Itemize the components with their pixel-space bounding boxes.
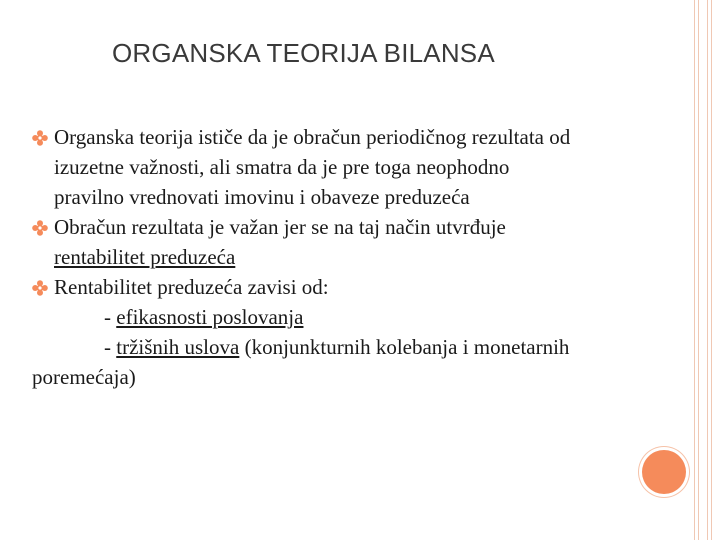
- bullet-line: Obračun rezultata je važan jer se na taj način utvrđuje: [54, 215, 506, 239]
- bullet-line: pravilno vrednovati imovinu i obaveze preduzeća: [54, 185, 470, 209]
- bullet-line: Rentabilitet preduzeća zavisi od:: [54, 275, 329, 299]
- decorative-line: [694, 0, 695, 540]
- sub-item-prefix: -: [104, 335, 117, 359]
- bullet-line: Organska teorija ističe da je obračun periodičnog rezultata od: [54, 125, 571, 149]
- star-flower-icon: [32, 220, 48, 236]
- continuation-line: poremećaja): [32, 365, 136, 389]
- underlined-term: efikasnosti poslovanja: [116, 305, 304, 329]
- underlined-term: tržišnih uslova: [116, 335, 240, 359]
- star-flower-icon: [32, 130, 48, 146]
- decorative-circle: [642, 450, 686, 494]
- bullet-item: [32, 212, 662, 272]
- star-flower-icon: [32, 280, 48, 296]
- sub-item-text: (konjunkturnih kolebanja i monetarnih: [239, 335, 570, 359]
- decorative-line: [707, 0, 708, 540]
- underlined-term: rentabilitet preduzeća: [54, 245, 236, 269]
- sub-item: [32, 302, 662, 332]
- bullet-item: [32, 272, 662, 302]
- sub-item-prefix: -: [104, 305, 117, 329]
- bullet-item: [32, 122, 662, 212]
- slide-title: ORGANSKA TEORIJA BILANSA: [112, 38, 495, 68]
- slide-content: [32, 122, 662, 392]
- sub-item: [32, 332, 662, 362]
- decorative-line: [711, 0, 712, 540]
- decorative-line: [698, 0, 699, 540]
- bullet-line: izuzetne važnosti, ali smatra da je pre toga neophodno: [54, 155, 510, 179]
